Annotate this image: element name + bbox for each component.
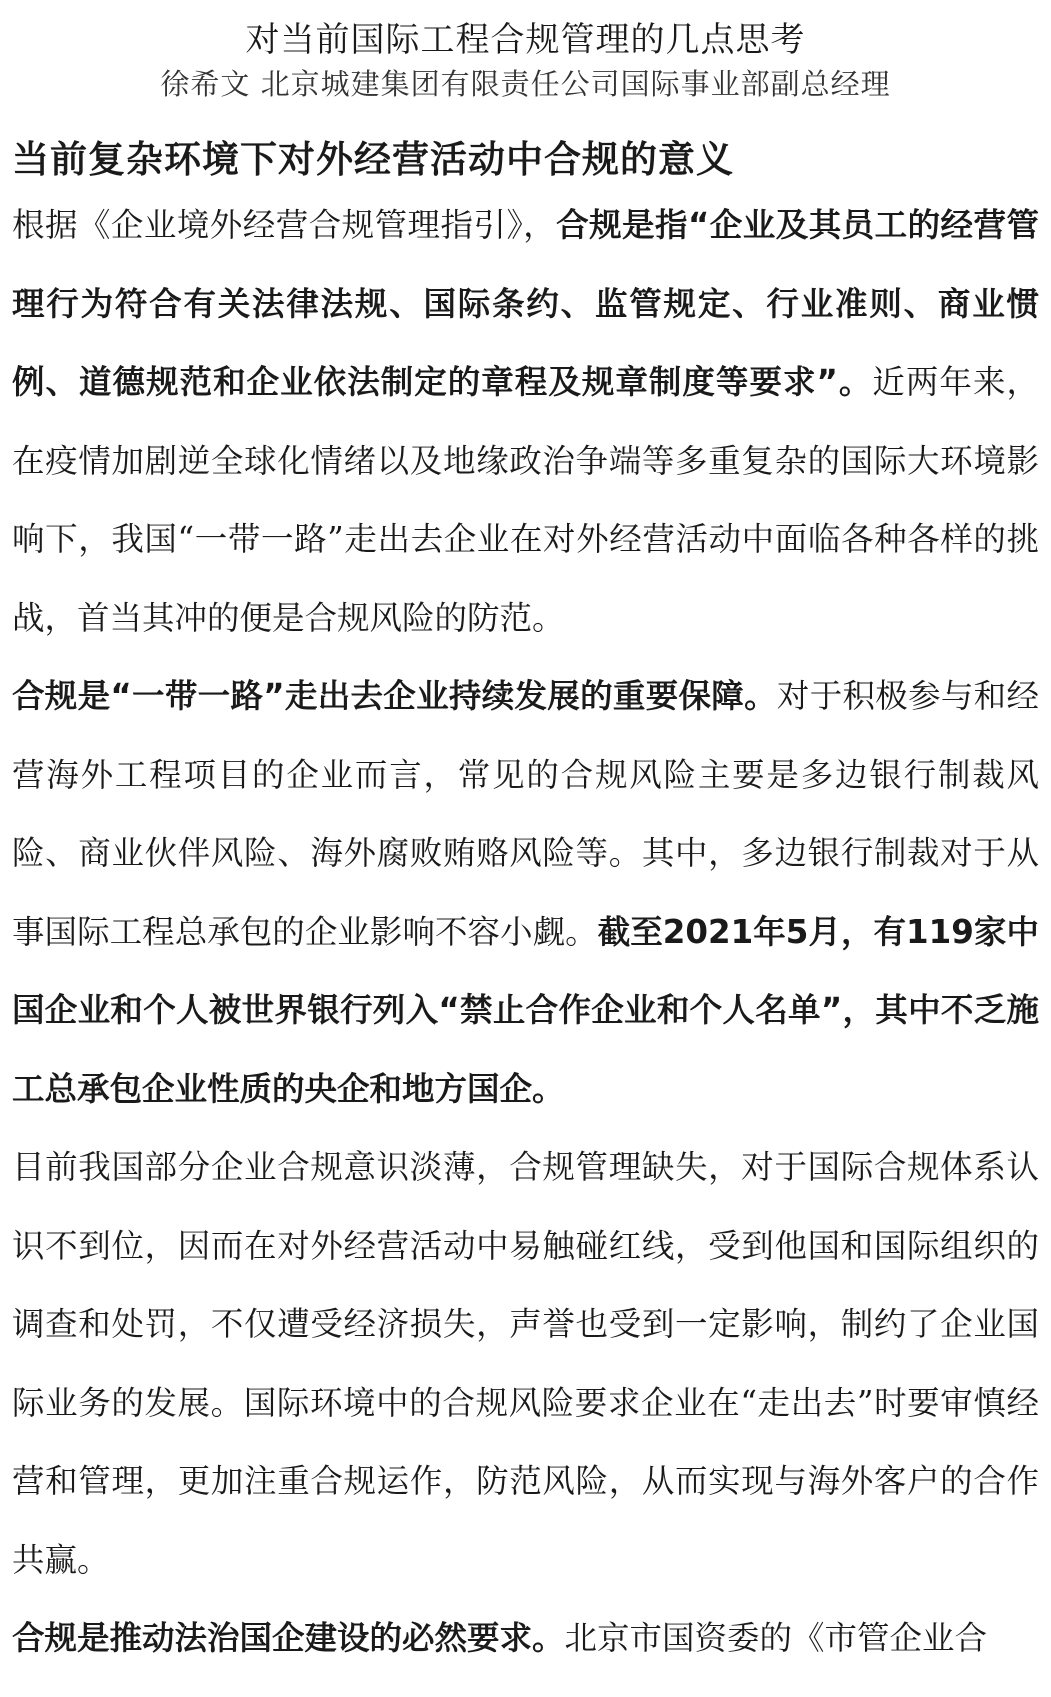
paragraph-text: 目前我国部分企业合规意识淡薄，合规管理缺失，对于国际合规体系认识不到位，因而在对外经营活动中易触碰红线，受到他国和国际组织的调查和处罚，不仅遭受经济损失，声誉也受到一定影响，制约了企业国际业务的发展。国际环境中的合规风险要求企业在“走出去”时要审慎经营和管理，更加注重合规运作，防范风险，从而实现与海外客户的合作共赢。 [12,1148,1039,1579]
body-paragraph [0,186,1051,657]
section-heading: 当前复杂环境下对外经营活动中合规的意义 [12,138,734,181]
author-byline: 徐希文 北京城建集团有限责任公司国际事业部副总经理 [160,67,891,101]
body-paragraph [0,1128,1051,1599]
paragraph-text: 近两年来，在疫情加剧逆全球化情绪以及地缘政治争端等多重复杂的国际大环境影响下，我国“一带一路”走出去企业在对外经营活动中面临各种各样的挑战，首当其冲的便是合规风险的防范。 [12,363,1039,637]
body-paragraph [0,657,1051,1128]
paragraph-text: 对于积极参与和经营海外工程项目的企业而言，常见的合规风险主要是多边银行制裁风险、商业伙伴风险、海外腐败贿赂风险等。其中，多边银行制裁对于从事国际工程总承包的企业影响不容小觑。 [12,677,1039,951]
emphasized-text: 合规是指“企业及其员工的经营管理行为符合有关法律法规、国际条约、监管规定、行业准则、商业惯例、道德规范和企业依法制定的章程及规章制度等要求”。 [12,206,1039,401]
emphasized-text: 合规是“一带一路”走出去企业持续发展的重要保障。 [12,677,777,715]
paragraph-text: 北京市国资委的《市管企业合 [564,1619,988,1657]
article-title: 对当前国际工程合规管理的几点思考 [245,20,806,60]
emphasized-text: 截至2021年5月，有119家中国企业和个人被世界银行列入“禁止合作企业和个人名单”，其中不乏施工总承包企业性质的央企和地方国企。 [12,912,1039,1108]
emphasized-text: 合规是推动法治国企建设的必然要求。 [12,1619,565,1657]
paragraph-text: 根据《企业境外经营合规管理指引》， [12,206,557,244]
body-paragraph [0,1599,1051,1678]
